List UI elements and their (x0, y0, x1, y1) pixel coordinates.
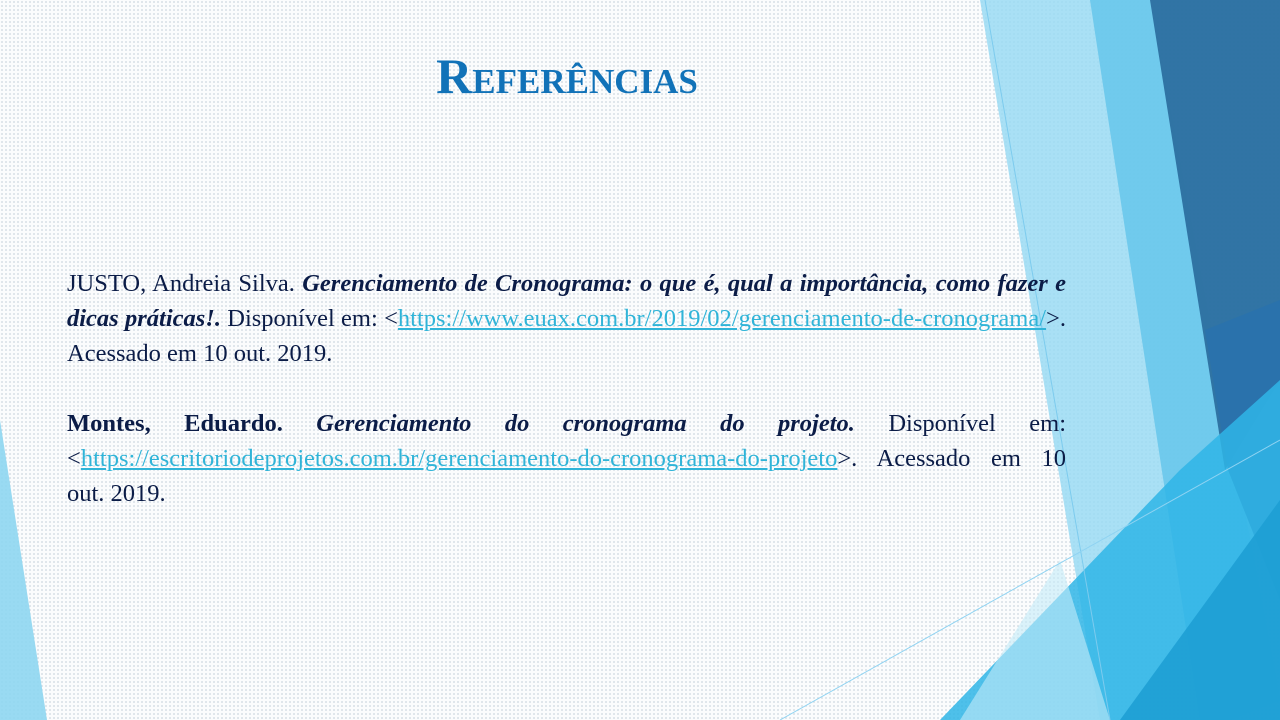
reference-available-label: Disponível em: (227, 305, 378, 332)
reference-author: Montes, Eduardo. (67, 410, 283, 437)
reference-link[interactable]: https://www.euax.com.br/2019/02/gerenciamento-de-cronograma/ (397, 305, 1047, 332)
reference-title: Gerenciamento de Cronograma: o que é, qual a importância, como fazer e dicas práticas!. (67, 270, 1067, 332)
reference-item (67, 406, 1066, 511)
left-accent-shape (0, 420, 47, 720)
reference-item (67, 266, 1066, 371)
reference-accessed: Acessado em 10 out. 2019. (67, 340, 333, 367)
url-close-bracket: >. (837, 445, 858, 472)
url-open-bracket: < (67, 445, 81, 472)
reference-accessed: Acessado em 10 out. 2019. (67, 445, 1066, 507)
reference-author: JUSTO, Andreia Silva. (67, 270, 295, 297)
references-list (67, 266, 1066, 511)
page-title: Referências (436, 48, 698, 104)
reference-available-label: Disponível em: (888, 410, 1067, 437)
reference-title: Gerenciamento do cronograma do projeto. (316, 410, 855, 437)
reference-link[interactable]: https://escritoriodeprojetos.com.br/gerenciamento-do-cronograma-do-projeto (80, 445, 838, 472)
url-close-bracket: >. (1046, 305, 1066, 332)
url-open-bracket: < (384, 305, 398, 332)
